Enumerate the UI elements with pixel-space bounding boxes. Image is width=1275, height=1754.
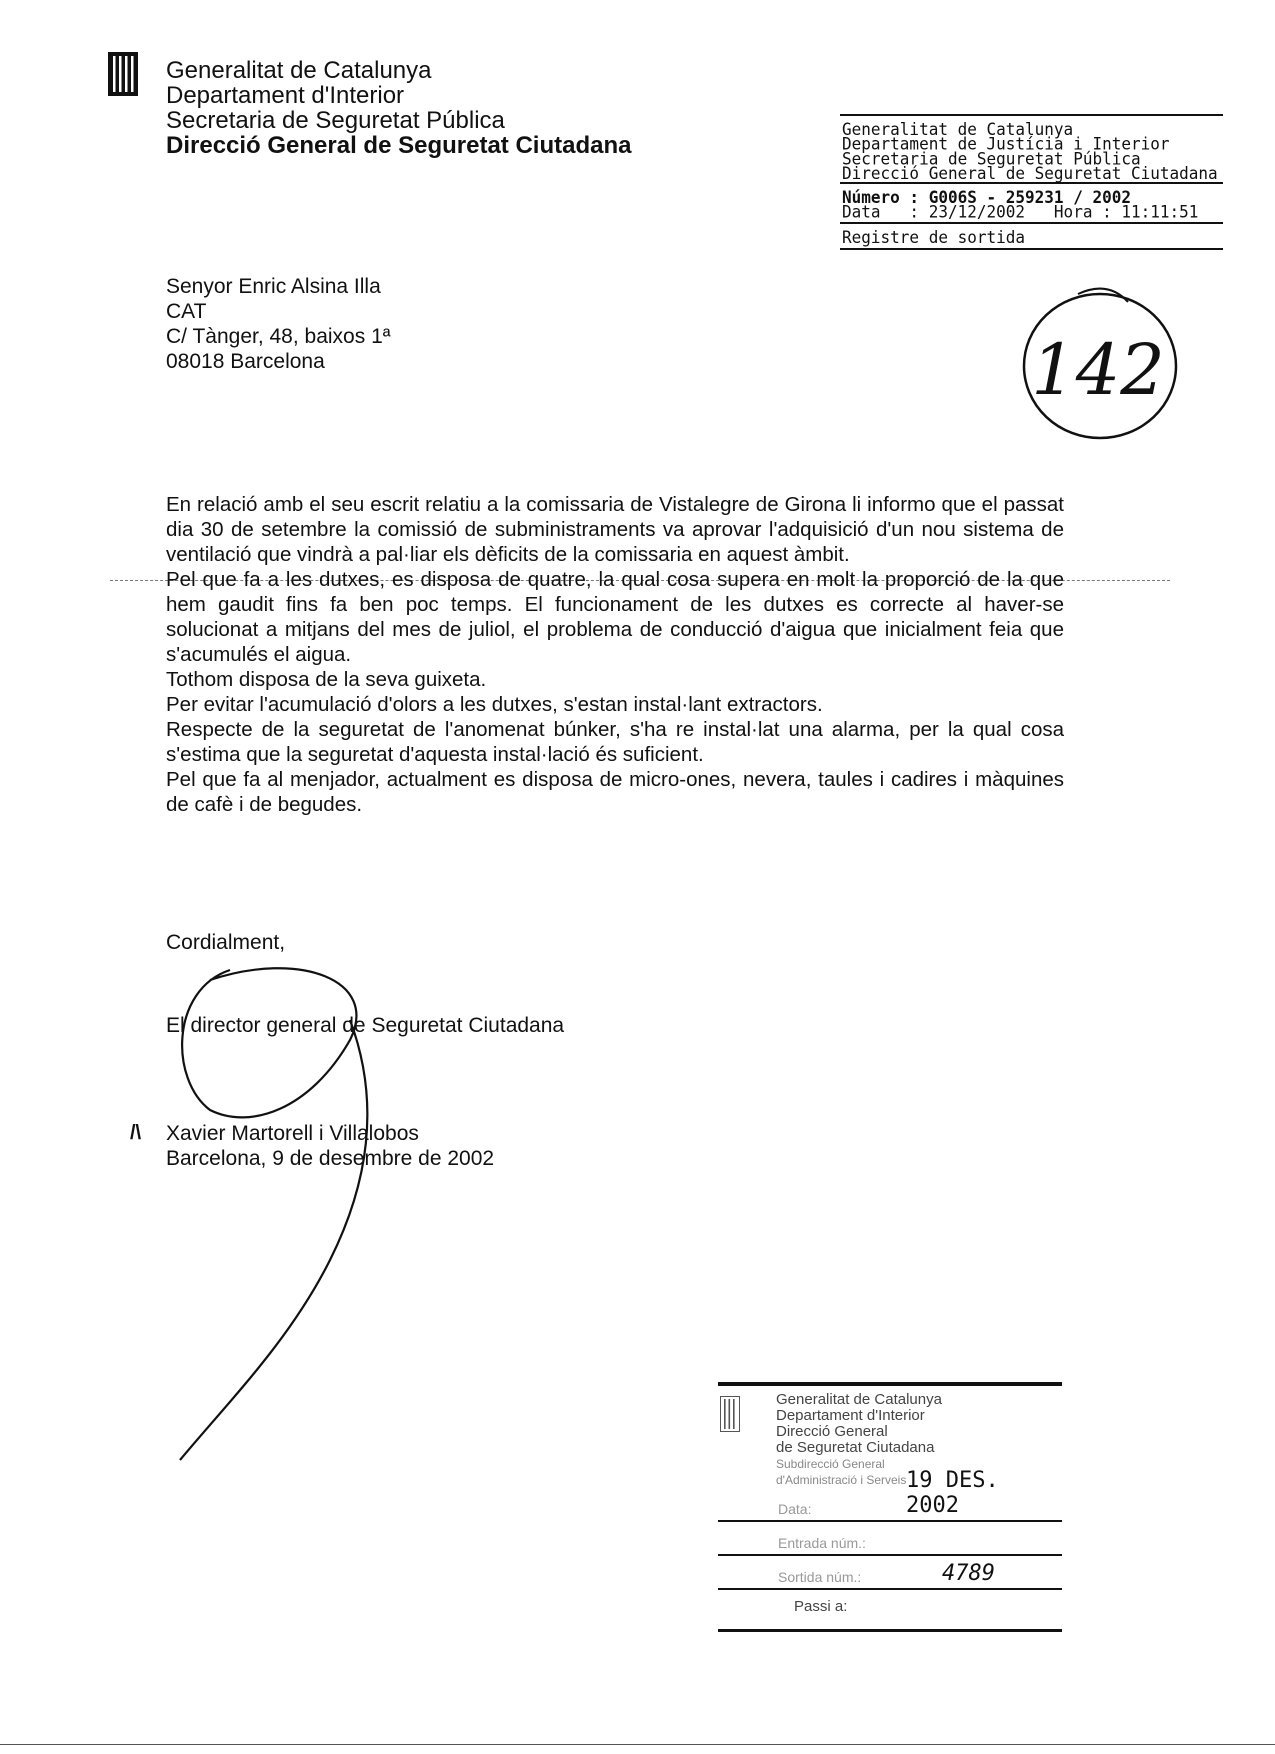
signer-name: Xavier Martorell i Villalobos [166, 1122, 419, 1145]
place-date: Barcelona, 9 de desembre de 2002 [166, 1147, 495, 1170]
stamp-date-label: Data: [778, 1501, 812, 1517]
letterhead [166, 58, 631, 158]
recipient-address [166, 274, 391, 374]
reg-org-1: Generalitat de Catalunya [842, 119, 1074, 140]
recipient-street: C/ Tànger, 48, baixos 1ª [166, 325, 391, 348]
reg-org-3: Secretaria de Seguretat Pública [842, 148, 1141, 169]
reg-date: Data : 23/12/2002 Hora : 11:11:51 [842, 201, 1199, 222]
stamp-org-6: d'Administració i Serveis [776, 1473, 907, 1487]
stamp-org-4: de Seguretat Ciutadana [776, 1439, 935, 1456]
reg-number: Número : G006S - 259231 / 2002 [842, 187, 1131, 208]
stamp-entry-label: Entrada núm.: [778, 1535, 866, 1551]
letterhead-line-3: Secretaria de Seguretat Pública [166, 107, 505, 134]
registration-stamp [840, 114, 1223, 250]
generalitat-logo-icon [108, 52, 138, 96]
body-paragraph-2: Pel que fa a les dutxes, es disposa de quatre, la qual cosa supera en molt la proporció de la que hem gaudit fins fa ben poc temps. El funcionament de les dutxes es correcte al haver-se solucionat a mitjans del mes de juliol, el problema de conducció d'aigua que inicialment feia que s'acumulés el aigua. [166, 568, 1064, 666]
stamp-org-2: Departament d'Interior [776, 1407, 925, 1424]
handwritten-number-circle [1018, 276, 1184, 444]
recipient-city: 08018 Barcelona [166, 350, 325, 373]
page-bottom-edge [0, 1744, 1275, 1745]
stamp-org-5: Subdirecció General [776, 1457, 885, 1471]
stamp-org-1: Generalitat de Catalunya [776, 1391, 942, 1408]
stamp-exit-label: Sortida núm.: [778, 1569, 862, 1585]
stamp-entry-row [718, 1524, 1062, 1556]
reg-org-4: Direcció General de Seguretat Ciutadana [842, 163, 1218, 184]
letterhead-line-2: Departament d'Interior [166, 82, 405, 109]
generalitat-logo-small-icon [720, 1396, 740, 1432]
recipient-org: CAT [166, 300, 207, 323]
body-paragraph-5: Respecte de la seguretat de l'anomenat búnker, s'ha re instal·lat una alarma, per la qual cosa s'estima que la seguretat d'aquesta instal·lació és suficient. [166, 718, 1064, 766]
reg-org-2: Departament de Justícia i Interior [842, 133, 1170, 154]
salutation: Cordialment, [166, 931, 286, 954]
signer-title: El director general de Seguretat Ciutadana [166, 1014, 565, 1037]
handwritten-number: 142 [1031, 329, 1165, 411]
stamp-exit-row [718, 1558, 1062, 1590]
entry-stamp [718, 1382, 1062, 1632]
body-paragraph-6: Pel que fa al menjador, actualment es disposa de micro-ones, nevera, taules i cadires i màquines de cafè i de begudes. [166, 768, 1064, 816]
stamp-org-3: Direcció General [776, 1423, 888, 1440]
stamp-passi-label: Passi a: [794, 1598, 848, 1615]
stamp-date-value: 19 DES. 2002 [906, 1468, 999, 1518]
letterhead-line-4: Direcció General de Seguretat Ciutadana [166, 132, 632, 159]
recipient-name: Senyor Enric Alsina Illa [166, 275, 381, 298]
body-paragraph-4: Per evitar l'acumulació d'olors a les dutxes, s'estan instal·lant extractors. [166, 693, 823, 716]
letterhead-line-1: Generalitat de Catalunya [166, 57, 432, 84]
letter-body [166, 492, 1064, 817]
handwritten-signature [150, 960, 410, 1480]
initial-mark-icon: /\ [130, 1122, 142, 1144]
body-paragraph-3: Tothom disposa de la seva guixeta. [166, 668, 487, 691]
stamp-exit-value: 4789 [942, 1561, 995, 1586]
body-paragraph-1: En relació amb el seu escrit relatiu a la comissaria de Vistalegre de Girona li informo que el passat dia 30 de setembre la comissió de subministraments va aprovar l'adquisició d'un nou sistema de ventilació que vindrà a pal·liar els dèficits de la comissaria en aquest àmbit. [166, 493, 1064, 566]
reg-type: Registre de sortida [842, 227, 1026, 248]
